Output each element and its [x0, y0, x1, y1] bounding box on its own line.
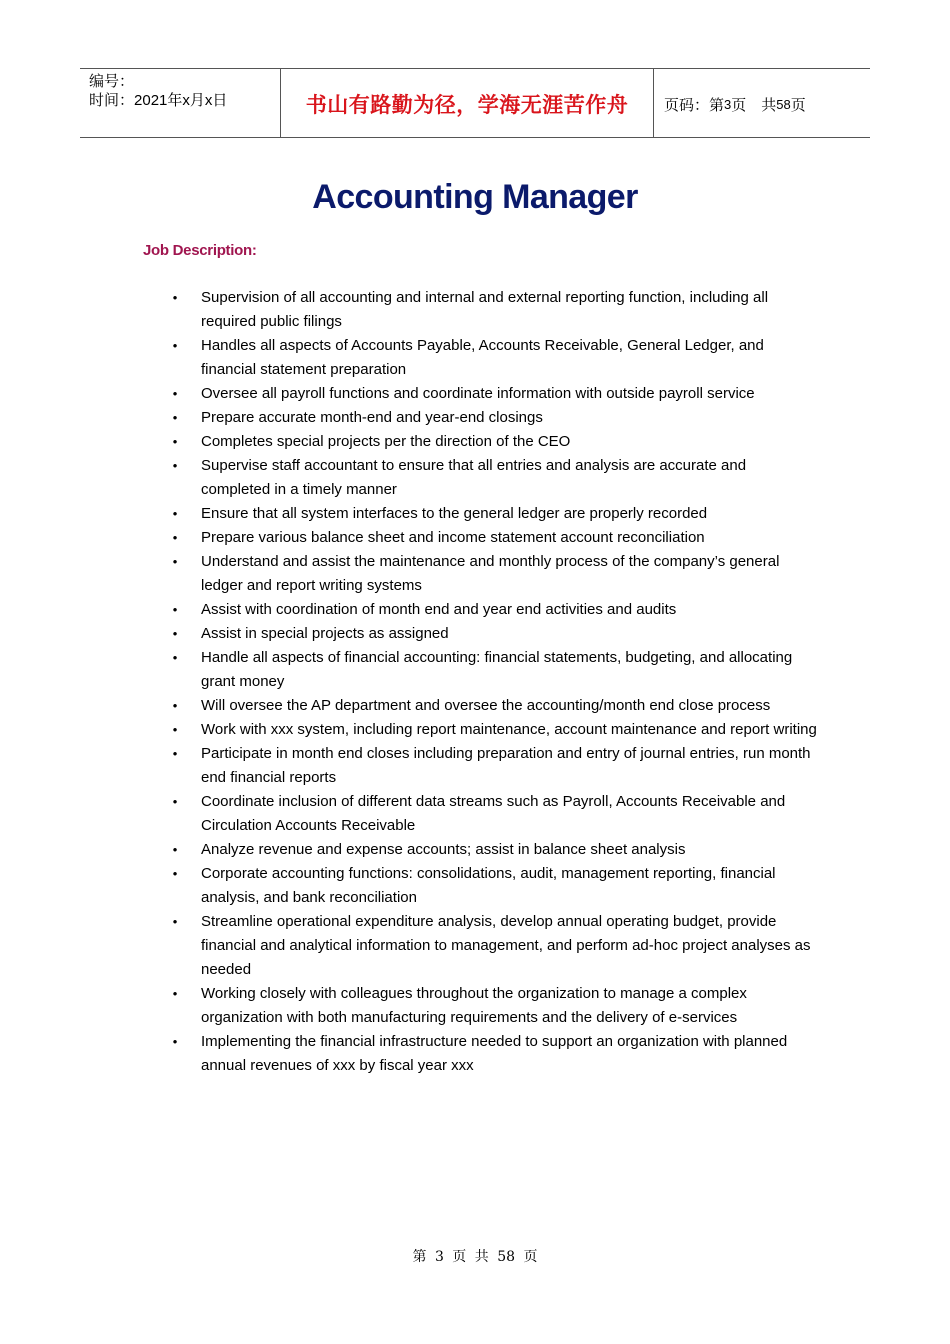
bullet-icon: • — [172, 866, 178, 881]
list-item — [169, 982, 819, 1030]
list-item-text: Completes special projects per the direction of the CEO — [201, 433, 571, 450]
list-item-text: Streamline operational expenditure analysis, develop annual operating budget, provide financial and analytical information to management, and perform ad-hoc project analyses as needed — [201, 913, 811, 978]
list-item — [169, 910, 819, 982]
list-item-text: Prepare various balance sheet and income statement account reconciliation — [201, 529, 705, 546]
list-item — [169, 430, 819, 454]
page-info-label: 页码：第 — [664, 96, 725, 114]
section-label: Job Description: — [143, 242, 257, 259]
footer-page-number: 第 3 页 共 58 页 — [412, 1249, 538, 1265]
list-item — [169, 406, 819, 430]
bullet-icon: • — [172, 554, 178, 569]
page-header — [80, 68, 870, 138]
bullet-icon: • — [172, 290, 178, 305]
bullet-icon: • — [172, 602, 178, 617]
bullet-icon: • — [172, 410, 178, 425]
list-item-text: Coordinate inclusion of different data streams such as Payroll, Accounts Receivable and Circulation Accounts Receivable — [201, 793, 786, 834]
list-item-text: Analyze revenue and expense accounts; assist in balance sheet analysis — [201, 841, 686, 858]
page-info-mid: 页 共 — [731, 96, 777, 114]
bullet-icon: • — [172, 794, 178, 809]
list-item-text: Handle all aspects of financial accounting: financial statements, budgeting, and allocating grant money — [201, 649, 793, 690]
list-item — [169, 286, 819, 334]
list-item — [169, 550, 819, 598]
list-item-text: Supervision of all accounting and internal and external reporting function, including all required public filings — [201, 289, 769, 330]
list-item-text: Understand and assist the maintenance and monthly process of the company’s general ledger and report writing systems — [201, 553, 780, 594]
bullet-icon: • — [172, 746, 178, 761]
header-meta-cell — [80, 69, 281, 137]
bullet-icon: • — [172, 842, 178, 857]
bullet-icon: • — [172, 434, 178, 449]
bullet-icon: • — [172, 506, 178, 521]
document-date-value: 2021年x月x日 — [134, 92, 228, 109]
bullet-icon: • — [172, 1034, 178, 1049]
bullet-icon: • — [172, 986, 178, 1001]
list-item-text: Prepare accurate month-end and year-end closings — [201, 409, 543, 426]
list-item — [169, 382, 819, 406]
list-item-text: Oversee all payroll functions and coordinate information with outside payroll service — [201, 385, 755, 402]
document-date — [89, 91, 280, 110]
document-number-label: 编号： — [89, 73, 135, 90]
job-duties-list — [169, 286, 819, 1078]
list-item — [169, 502, 819, 526]
list-item — [169, 526, 819, 550]
list-item-text: Handles all aspects of Accounts Payable, Accounts Receivable, General Ledger, and financial statement preparation — [201, 337, 764, 378]
bullet-icon: • — [172, 626, 178, 641]
list-item-text: Will oversee the AP department and oversee the accounting/month end close process — [201, 697, 771, 714]
list-item-text: Work with xxx system, including report maintenance, account maintenance and report writing — [201, 721, 817, 738]
bullet-icon: • — [172, 698, 178, 713]
list-item-text: Ensure that all system interfaces to the general ledger are properly recorded — [201, 505, 708, 522]
document-title: Accounting Manager — [312, 178, 638, 216]
page-info-suffix: 页 — [790, 96, 806, 114]
list-item-text: Corporate accounting functions: consolidations, audit, management reporting, financial analysis, and bank reconciliation — [201, 865, 776, 906]
list-item — [169, 1030, 819, 1078]
page-info-total: 58 — [776, 96, 791, 112]
list-item-text: Supervise staff accountant to ensure that all entries and analysis are accurate and completed in a timely manner — [201, 457, 747, 498]
list-item — [169, 862, 819, 910]
list-item — [169, 598, 819, 622]
list-item — [169, 646, 819, 694]
list-item — [169, 790, 819, 838]
list-item — [169, 622, 819, 646]
bullet-icon: • — [172, 338, 178, 353]
bullet-icon: • — [172, 458, 178, 473]
list-item-text: Working closely with colleagues throughout the organization to manage a complex organization with both manufacturing requirements and the delivery of e-services — [201, 985, 747, 1026]
list-item-text: Participate in month end closes including preparation and entry of journal entries, run month end financial reports — [201, 745, 811, 786]
list-item — [169, 454, 819, 502]
list-item — [169, 694, 819, 718]
list-item-text: Assist with coordination of month end and year end activities and audits — [201, 601, 677, 618]
list-item — [169, 718, 819, 742]
list-item — [169, 838, 819, 862]
header-motto: 书山有路勤为径，学海无涯苦作舟 — [305, 92, 629, 117]
list-item-text: Implementing the financial infrastructure needed to support an organization with planned annual revenues of xxx by fiscal year xxx — [201, 1033, 788, 1074]
bullet-icon: • — [172, 650, 178, 665]
bullet-icon: • — [172, 722, 178, 737]
header-motto-cell — [281, 69, 654, 137]
list-item-text: Assist in special projects as assigned — [201, 625, 449, 642]
list-item — [169, 742, 819, 790]
header-page-info — [654, 69, 870, 137]
list-item — [169, 334, 819, 382]
bullet-icon: • — [172, 914, 178, 929]
document-date-label: 时间： — [89, 92, 135, 109]
bullet-icon: • — [172, 530, 178, 545]
page-info-current: 3 — [724, 96, 732, 112]
bullet-icon: • — [172, 386, 178, 401]
